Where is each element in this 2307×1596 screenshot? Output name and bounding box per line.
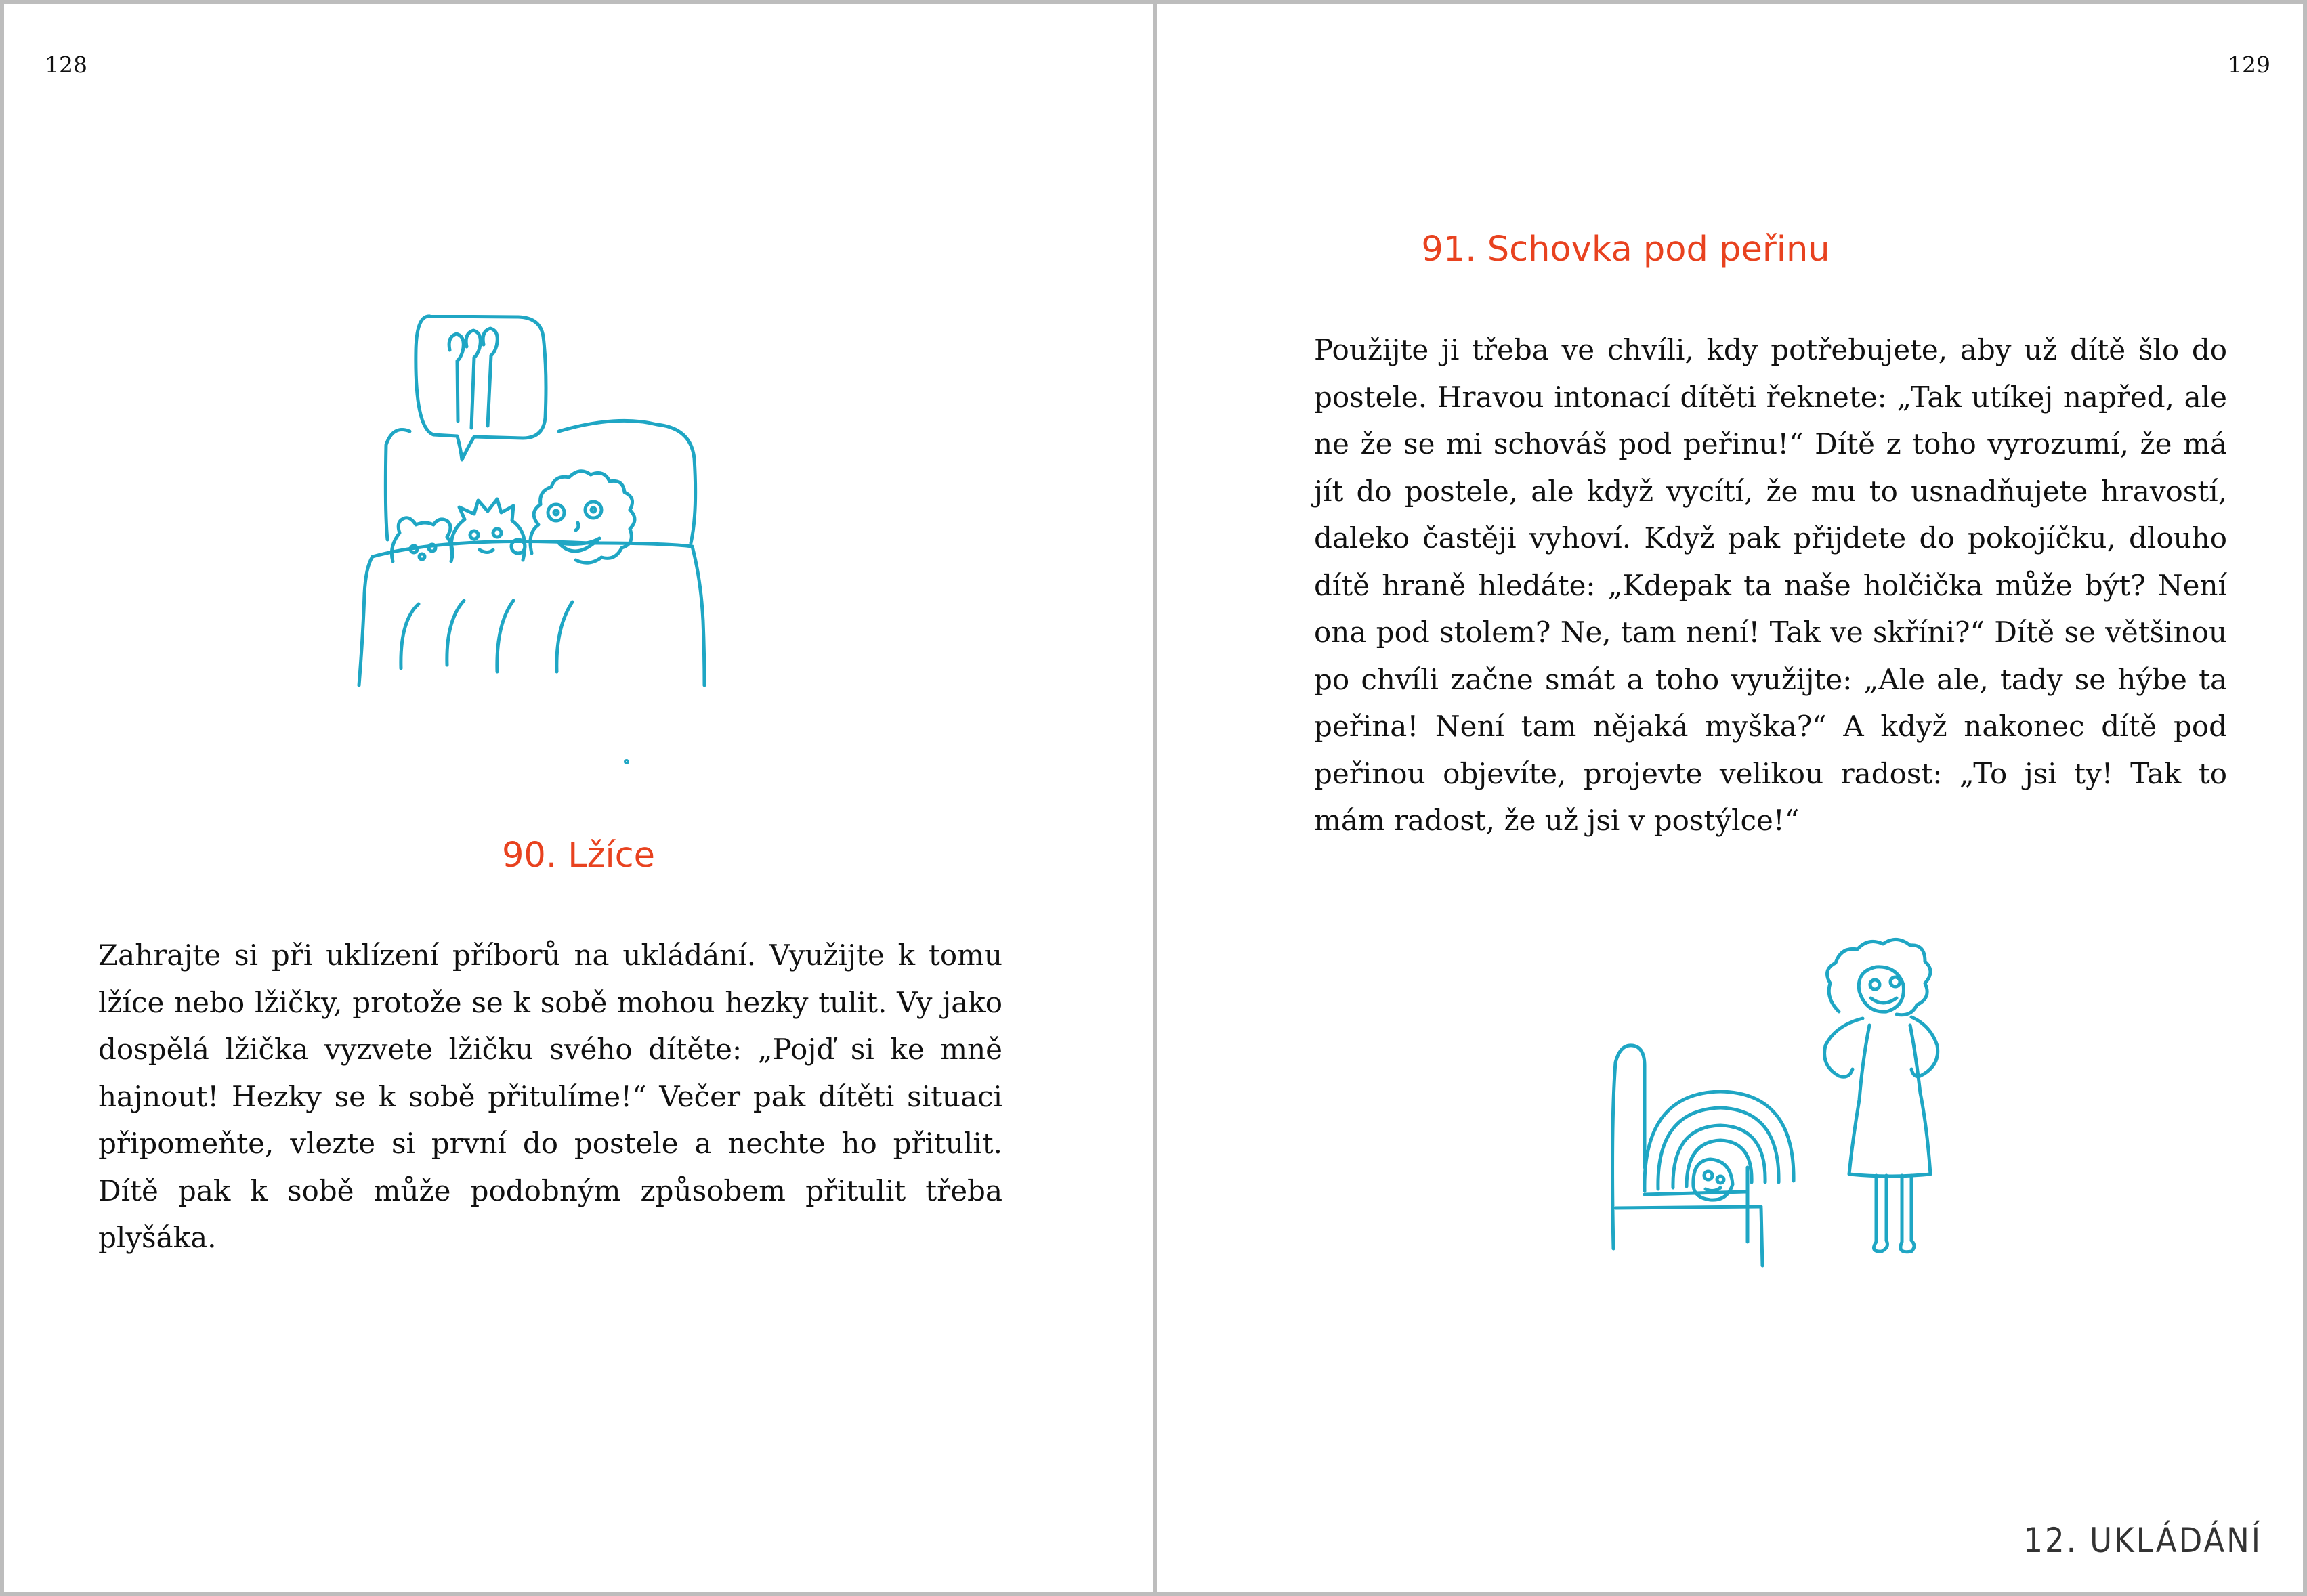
article-body-90: Zahrajte si při uklízení příborů na ukládání. Využijte k tomu lžíce nebo lžičky, protože se k sobě mohou hezky tulit. Vy jako dospělá lžička vyzvete lžičku svého dítěte: „Pojď si ke mně hajnout! Hezky se k sobě přitulíme!“ Večer pak dítěti situaci připomeňte, vlezte si první do postele a nechte ho přitulit. Dítě pak k sobě může podobným způsobem přitulit třeba plyšáka. xyxy=(98,939,1002,1254)
page-number-left: 128 xyxy=(45,51,87,78)
child-under-duvet-illustration xyxy=(1578,924,1985,1276)
left-page xyxy=(4,4,1153,1592)
article-heading-91: 91. Schovka pod peřinu xyxy=(1421,230,1830,269)
article-body-91: Použijte ji třeba ve chvíli, kdy potřebujete, aby už dítě šlo do postele. Hravou intonací dítěti řeknete: „Tak utíkej napřed, ale ne že se mi schováš pod peřinu!“ Dítě z toho vyrozumí, že má jít do postele, ale když vycítí, že mu to usnadňujete hravostí, daleko častěji vyhoví. Když pak přijdete do pokojíčku, dlouho dítě hraně hledáte: „Kdepak ta naše holčička může být? Není ona pod stolem? Ne, tam není! Tak ve skříni?“ Dítě se většinou po chvíli začne smát a toho využijte: „Ale ale, tady se hýbe ta peřina! Není tam nějaká myška?“ A když nakonec dítě pod peřinou objevíte, projevte velikou radost: „To jsi ty! Tak to mám radost, že už jsi v postýlce!“ xyxy=(1314,333,2227,837)
right-page xyxy=(1157,4,2303,1592)
page-number-right: 129 xyxy=(2228,51,2270,78)
article-heading-90: 90. Lžíce xyxy=(501,836,656,876)
family-in-bed-illustration xyxy=(345,309,765,770)
chapter-label: 12. UKLÁDÁNÍ xyxy=(2023,1521,2262,1560)
